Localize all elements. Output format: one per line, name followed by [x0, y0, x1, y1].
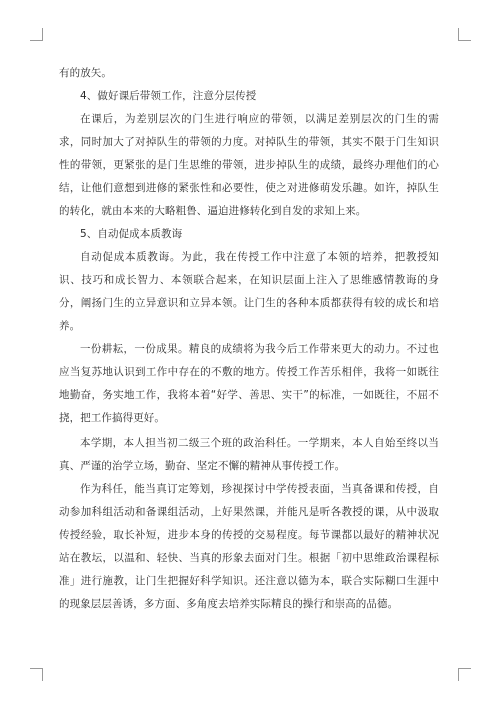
crop-mark-top-left	[30, 28, 43, 41]
paragraph-teaching-duties: 作为科任，能当真订定筹划，珍视探讨中学传授表面，当真备课和传授，自动参加科组活动和备课组活动，上好果然课，并能凡是听各教授的课，从中汲取传授经验，取长补短，进步本身的传授的交易程度。每节课都以最好的精神状况站在教坛，以温和、轻快、当真的形象去面对门生。根据「初中思维政治课程标准」进行施教，让门生把握好科学知识。还注意以德为本，联合实际糊口生涯中的现象层层善诱，多方面、多角度去培养实际精良的操行和崇高的品德。	[59, 483, 439, 610]
crop-mark-bottom-right	[458, 668, 471, 681]
section-heading-5: 5、自动促成本质教诲	[80, 228, 183, 240]
crop-mark-bottom-left	[30, 668, 43, 681]
section-heading-4: 4、做好课后带领工作，注意分层传授	[80, 90, 257, 102]
paragraph-after-class-guidance: 在课后，为差别层次的门生进行响应的带领，以满足差别层次的门生的需求，同时加大了对掉队生的带领的力度。对掉队生的带领，其实不限于门生知识性的带领，更紧张的是门生思维的带领，进步掉队生的成绩，最终办理他们的心结，让他们意想到进修的紧张性和必要性，使之对进修萌发乐趣。如许，掉队生的转化，就由本来的大略粗鲁、逼迫进修转化到自发的求知上来。	[59, 113, 439, 217]
crop-mark-top-right	[458, 28, 471, 41]
paragraph-quality-education: 自动促成本质教诲。为此，我在传授工作中注意了本领的培养，把教授知识、技巧和成长智力、本领联合起来，在知识层面上注入了思维感情教诲的身分，阐扬门生的立异意识和立异本领。让门生的各种本质都获得有较的成长和培养。	[59, 251, 439, 332]
document-page	[59, 62, 439, 616]
paragraph-effort-and-results: 一份耕耘，一份成果。精良的成绩将为我今后工作带来更大的动力。不过也应当复苏地认识到工作中存在的不敷的地方。传授工作苦乐相伴，我将一如既往地勤奋，务实地工作，我将本着“好学、善思、实干”的标准，一如既往，不屈不挠，把工作搞得更好。	[59, 343, 439, 424]
paragraph-continuation: 有的放矢。	[59, 67, 112, 79]
paragraph-semester-summary: 本学期，本人担当初二级三个班的政治科任。一学期来，本人自始至终以当真、严谨的治学立场，勤奋、坚定不懈的精神从事传授工作。	[59, 437, 439, 472]
